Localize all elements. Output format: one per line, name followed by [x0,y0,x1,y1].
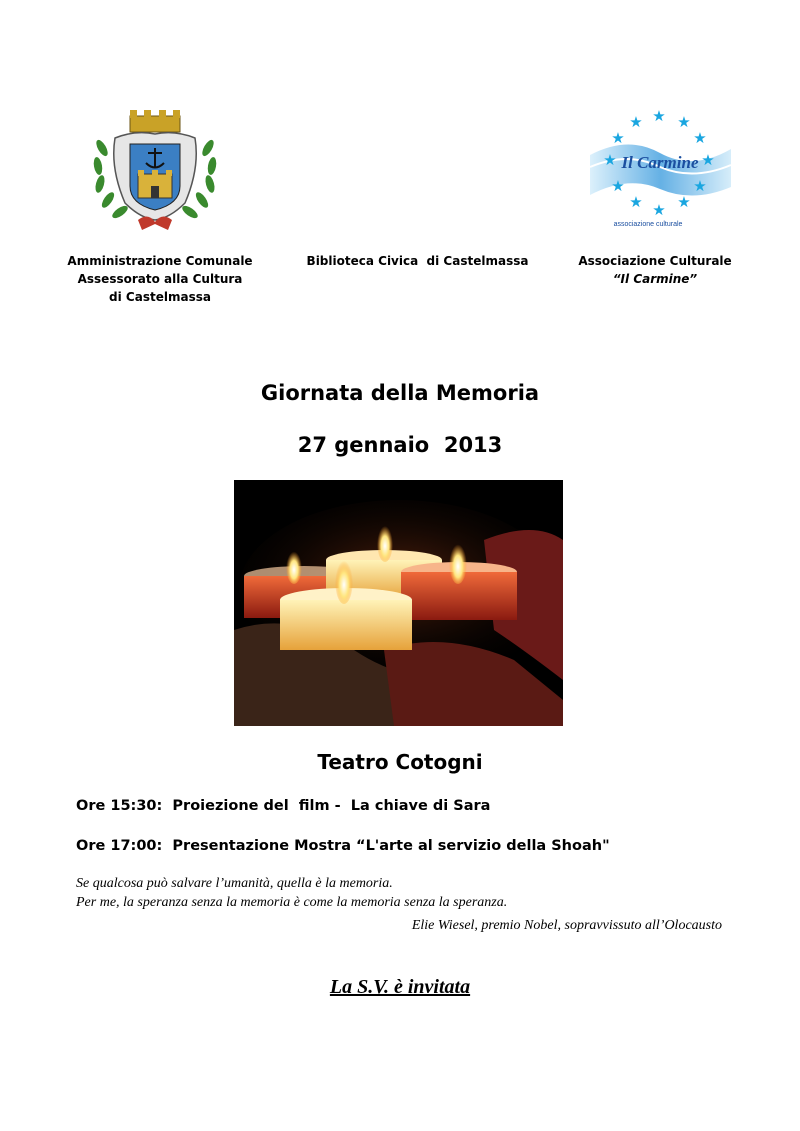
venue-title: Teatro Cotogni [317,750,483,774]
invitation-text: La S.V. è invitata [329,976,471,998]
right-org-line1: Associazione Culturale [578,254,732,268]
quote-line: Se qualcosa può salvare l’umanità, quella è la memoria. [76,876,393,891]
svg-text:★: ★ [603,151,617,169]
svg-text:★: ★ [701,151,715,169]
svg-text:★: ★ [677,193,691,211]
svg-text:★: ★ [677,113,691,131]
left-org-line2: Assessorato alla Cultura [77,272,243,286]
schedule-item: Ore 15:30: Proiezione del film - La chiave di Sara [76,798,491,814]
svg-text:★: ★ [629,193,643,211]
right-org-line2: “Il Carmine” [612,272,698,286]
left-org-line1: Amministrazione Comunale [67,254,253,268]
middle-organization [300,252,535,270]
logo-subtitle: associazione culturale [613,221,683,228]
event-title: Giornata della Memoria [260,381,540,405]
candles-photo [234,480,563,726]
il-carmine-logo-icon [588,105,733,230]
left-organization [60,252,260,306]
svg-text:★: ★ [693,129,707,147]
svg-text:★: ★ [611,177,625,195]
schedule-item: Ore 17:00: Presentazione Mostra “L'arte al servizio della Shoah" [76,838,610,854]
event-date: 27 gennaio 2013 [297,433,503,457]
coat-of-arms-icon [90,108,220,233]
svg-text:★: ★ [629,113,643,131]
left-org-line3: di Castelmassa [109,290,211,304]
right-organization [555,252,755,288]
svg-text:★: ★ [652,201,666,219]
quote-line: Per me, la speranza senza la memoria è come la memoria senza la speranza. [76,895,508,910]
middle-org-line1: Biblioteca Civica di Castelmassa [306,254,529,268]
logo-text: Il Carmine [621,153,699,172]
quote-attribution: Elie Wiesel, premio Nobel, sopravvissuto all’Olocausto [411,918,722,933]
svg-text:★: ★ [611,129,625,147]
svg-text:★: ★ [652,107,666,125]
svg-text:★: ★ [693,177,707,195]
